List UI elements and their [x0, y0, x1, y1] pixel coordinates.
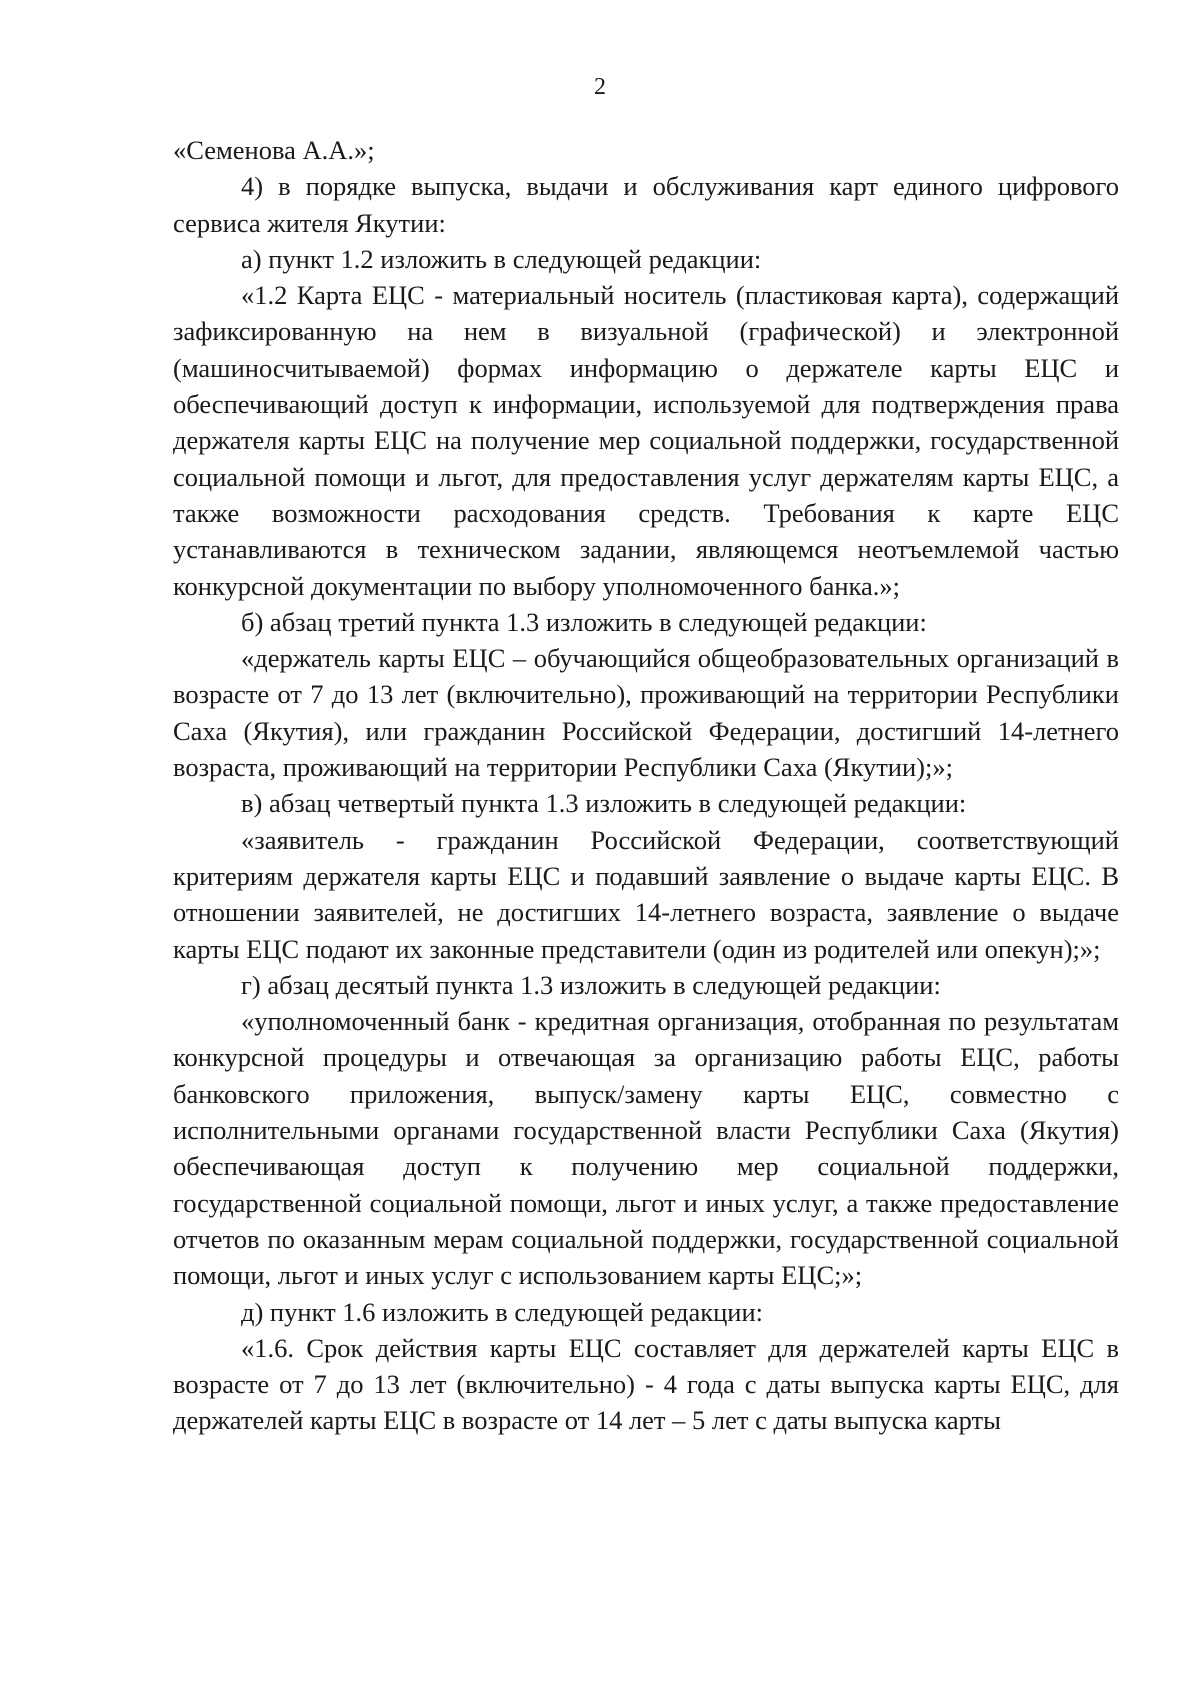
- paragraph-subitem-b: б) абзац третий пункта 1.3 изложить в следующей редакции:: [241, 606, 927, 637]
- paragraph-quote-1-2: «1.2 Карта ЕЦС - материальный носитель (пластиковая карта), содержащий зафиксированную на нем в визуальной (графической) и электронной (машиносчитываемой) формах информацию о держателе карты ЕЦС и обеспечивающий доступ к информации, используемой для подтверждения права держателя карты ЕЦС на получение мер социальной поддержки, государственной социальной помощи и льгот, для предоставления услуг держателям карты ЕЦС, а также возможности расходования средств. Требования к карте ЕЦС устанавливаются в техническом задании, являющемся неотъемлемой частью конкурсной документации по выбору уполномоченного банка.»;: [173, 280, 1119, 601]
- paragraph-item-4: 4) в порядке выпуска, выдачи и обслуживания карт единого цифрового сервиса жителя Якутии:: [173, 171, 1119, 238]
- paragraph-quote-1-6: «1.6. Срок действия карты ЕЦС составляет для держателей карты ЕЦС в возрасте от 7 до 13 лет (включительно) - 4 года с даты выпуска карты ЕЦС, для держателей карты ЕЦС в возрасте от 14 лет – 5 лет с даты выпуска карты: [173, 1332, 1119, 1436]
- paragraph-subitem-g: г) абзац десятый пункта 1.3 изложить в следующей редакции:: [241, 969, 941, 1000]
- paragraph-quote-holder: «держатель карты ЕЦС – обучающийся общеобразовательных организаций в возрасте от 7 до 13 лет (включительно), проживающий на территории Республики Саха (Якутия), или гражданин Российской Федерации, достигший 14-летнего возраста, проживающий на территории Республики Саха (Якутии);»;: [173, 643, 1119, 783]
- document-body: [173, 132, 1119, 1439]
- paragraph-quote-applicant: «заявитель - гражданин Российской Федерации, соответствующий критериям держателя карты ЕЦС и подавший заявление о выдаче карты ЕЦС. В отношении заявителей, не достигших 14-летнего возраста, заявление о выдаче карты ЕЦС подают их законные представители (один из родителей или опекун);»;: [173, 824, 1119, 964]
- page-number: 2: [594, 74, 606, 100]
- paragraph-quote-bank: «уполномоченный банк - кредитная организация, отобранная по результатам конкурсной процедуры и отвечающая за организацию работы ЕЦС, работы банковского приложения, выпуск/замену карты ЕЦС, совместно с исполнительными органами государственной власти Республики Саха (Якутия) обеспечивающая доступ к получению мер социальной поддержки, государственной социальной помощи, льгот и иных услуг, а также предоставление отчетов по оказанным мерам социальной поддержки, государственной социальной помощи, льгот и иных услуг с использованием карты ЕЦС;»;: [173, 1006, 1119, 1291]
- paragraph-continuation: «Семенова А.А.»;: [173, 135, 375, 165]
- paragraph-subitem-v: в) абзац четвертый пункта 1.3 изложить в следующей редакции:: [241, 788, 967, 819]
- paragraph-subitem-d: д) пункт 1.6 изложить в следующей редакции:: [241, 1296, 764, 1327]
- paragraph-subitem-a: а) пункт 1.2 изложить в следующей редакции:: [241, 243, 762, 274]
